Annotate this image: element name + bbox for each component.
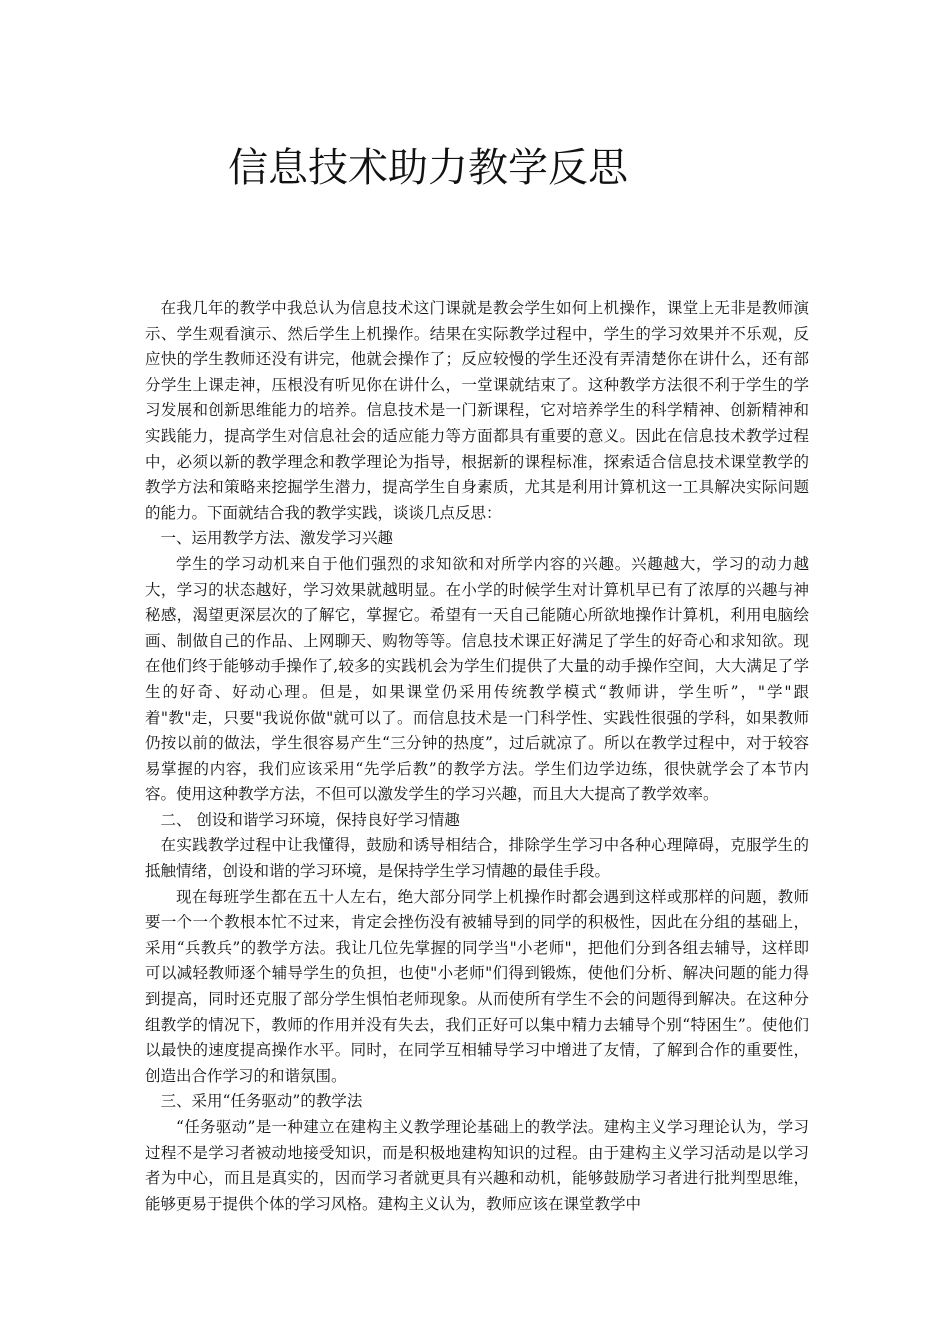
- paragraph-section-3: “任务驱动”是一种建立在建构主义教学理论基础上的教学法。建构主义学习理论认为，学习过程不是学习者被动地接受知识，而是积极地建构知识的过程。由于建构主义学习活动是以学习者为中心，而且是真实的，因而学习者就更具有兴趣和动机，能够鼓励学习者进行批判型思维，能够更易于提供个体的学习风格。建构主义认为，教师应该在课堂教学中: [145, 1118, 809, 1213]
- paragraph-intro: 在我几年的教学中我总认为信息技术这门课就是教会学生如何上机操作，课堂上无非是教师演示、学生观看演示、然后学生上机操作。结果在实际教学过程中，学生的学习效果并不乐观，反应快的学生教师还没有讲完，他就会操作了；反应较慢的学生还没有弄清楚你在讲什么，还有部分学生上课走神，压根没有听见你在讲什么，一堂课就结束了。这种教学方法很不利于学生的学习发展和创新思维能力的培养。信息技术是一门新课程，它对培养学生的科学精神、创新精神和实践能力，提高学生对信息社会的适应能力等方面都具有重要的意义。因此在信息技术教学过程中，必须以新的教学理念和教学理论为指导，根据新的课程标准，探索适合信息技术课堂教学的教学方法和策略来挖掘学生潜力，提高学生自身素质，尤其是利用计算机这一工具解决实际问题的能力。下面就结合我的教学实践，谈谈几点反思：: [145, 299, 809, 522]
- paragraph-section-2b: 现在每班学生都在五十人左右，绝大部分同学上机操作时都会遇到这样或那样的问题，教师要一个一个教根本忙不过来，肯定会挫伤没有被辅导到的同学的积极性，因此在分组的基础上，采用“兵教兵”的教学方法。我让几位先掌握的同学当"小老师"，把他们分到各组去辅导，这样即可以减轻教师逐个辅导学生的负担，也使"小老师"们得到锻炼，使他们分析、解决问题的能力得到提高，同时还克服了部分学生惧怕老师现象。从而使所有学生不会的问题得到解决。在这种分组教学的情况下，教师的作用并没有失去，我们正好可以集中精力去辅导个别“特困生”。使他们以最快的速度提高操作水平。同时，在同学互相辅导学习中增进了友情，了解到合作的重要性，创造出合作学习的和谐氛围。: [145, 887, 809, 1085]
- section-heading-1: 一、运用教学方法、激发学习兴趣: [160, 529, 394, 548]
- document-title: 信息技术助力教学反思: [228, 145, 628, 191]
- document-body: [145, 296, 809, 1217]
- paragraph-section-1: 学生的学习动机来自于他们强烈的求知欲和对所学内容的兴趣。兴趣越大，学习的动力越大，学习的状态越好，学习效果就越明显。在小学的时候学生对计算机早已有了浓厚的兴趣与神秘感，渴望更深层次的了解它，掌握它。希望有一天自己能随心所欲地操作计算机，利用电脑绘画、制做自己的作品、上网聊天、购物等等。信息技术课正好满足了学生的好奇心和求知欲。现在他们终于能够动手操作了,较多的实践机会为学生们提供了大量的动手操作空间，大大满足了学生的好奇、好动心理。但是，如果课堂仍采用传统教学模式“教师讲，学生听”，"学"跟着"教"走，只要"我说你做"就可以了。而信息技术是一门科学性、实践性很强的学科，如果教师仍按以前的做法，学生很容易产生“三分钟的热度”，过后就凉了。所以在教学过程中，对于较容易掌握的内容，我们应该采用“先学后教”的教学方法。学生们边学边练，很快就学会了本节内容。使用这种教学方法，不但可以激发学生的学习兴趣，而且大大提高了教学效率。: [145, 554, 809, 804]
- paragraph-section-2a: 在实践教学过程中让我懂得，鼓励和诱导相结合，排除学生学习中各种心理障碍，克服学生的抵触情绪，创设和谐的学习环境，是保持学生学习情趣的最佳手段。: [145, 836, 809, 881]
- section-heading-2: 二、 创设和谐学习环境，保持良好学习情趣: [160, 810, 460, 829]
- section-heading-3: 三、采用“任务驱动”的教学法: [160, 1092, 363, 1111]
